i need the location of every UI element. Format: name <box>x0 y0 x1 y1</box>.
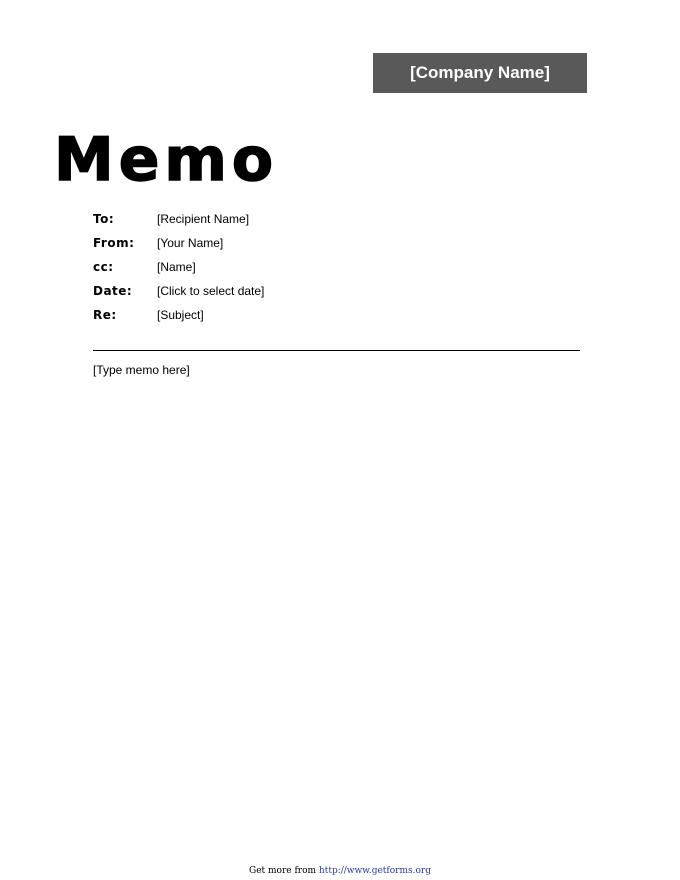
cc-field[interactable]: [Name] <box>157 260 196 274</box>
footer-prefix: Get more from <box>249 866 319 876</box>
date-picker-field[interactable]: [Click to select date] <box>157 284 265 298</box>
subject-field[interactable]: [Subject] <box>157 308 204 322</box>
memo-header-fields <box>93 212 573 332</box>
to-label: To: <box>93 212 115 226</box>
company-name: [Company Name] <box>410 63 550 82</box>
re-label: Re: <box>93 308 117 322</box>
memo-body-field[interactable]: [Type memo here] <box>93 363 190 377</box>
date-label: Date: <box>93 284 133 298</box>
field-row-re <box>93 308 573 332</box>
memo-title: Memo <box>54 125 279 195</box>
footer <box>0 866 680 876</box>
header-divider <box>93 350 580 351</box>
cc-label: cc: <box>93 260 114 274</box>
field-row-from <box>93 236 573 260</box>
from-label: From: <box>93 236 135 250</box>
field-row-to <box>93 212 573 236</box>
recipient-field[interactable]: [Recipient Name] <box>157 212 250 226</box>
field-row-cc <box>93 260 573 284</box>
field-row-date <box>93 284 573 308</box>
footer-link[interactable]: http://www.getforms.org <box>318 866 431 876</box>
sender-field[interactable]: [Your Name] <box>157 236 224 250</box>
company-name-box[interactable] <box>373 53 587 93</box>
